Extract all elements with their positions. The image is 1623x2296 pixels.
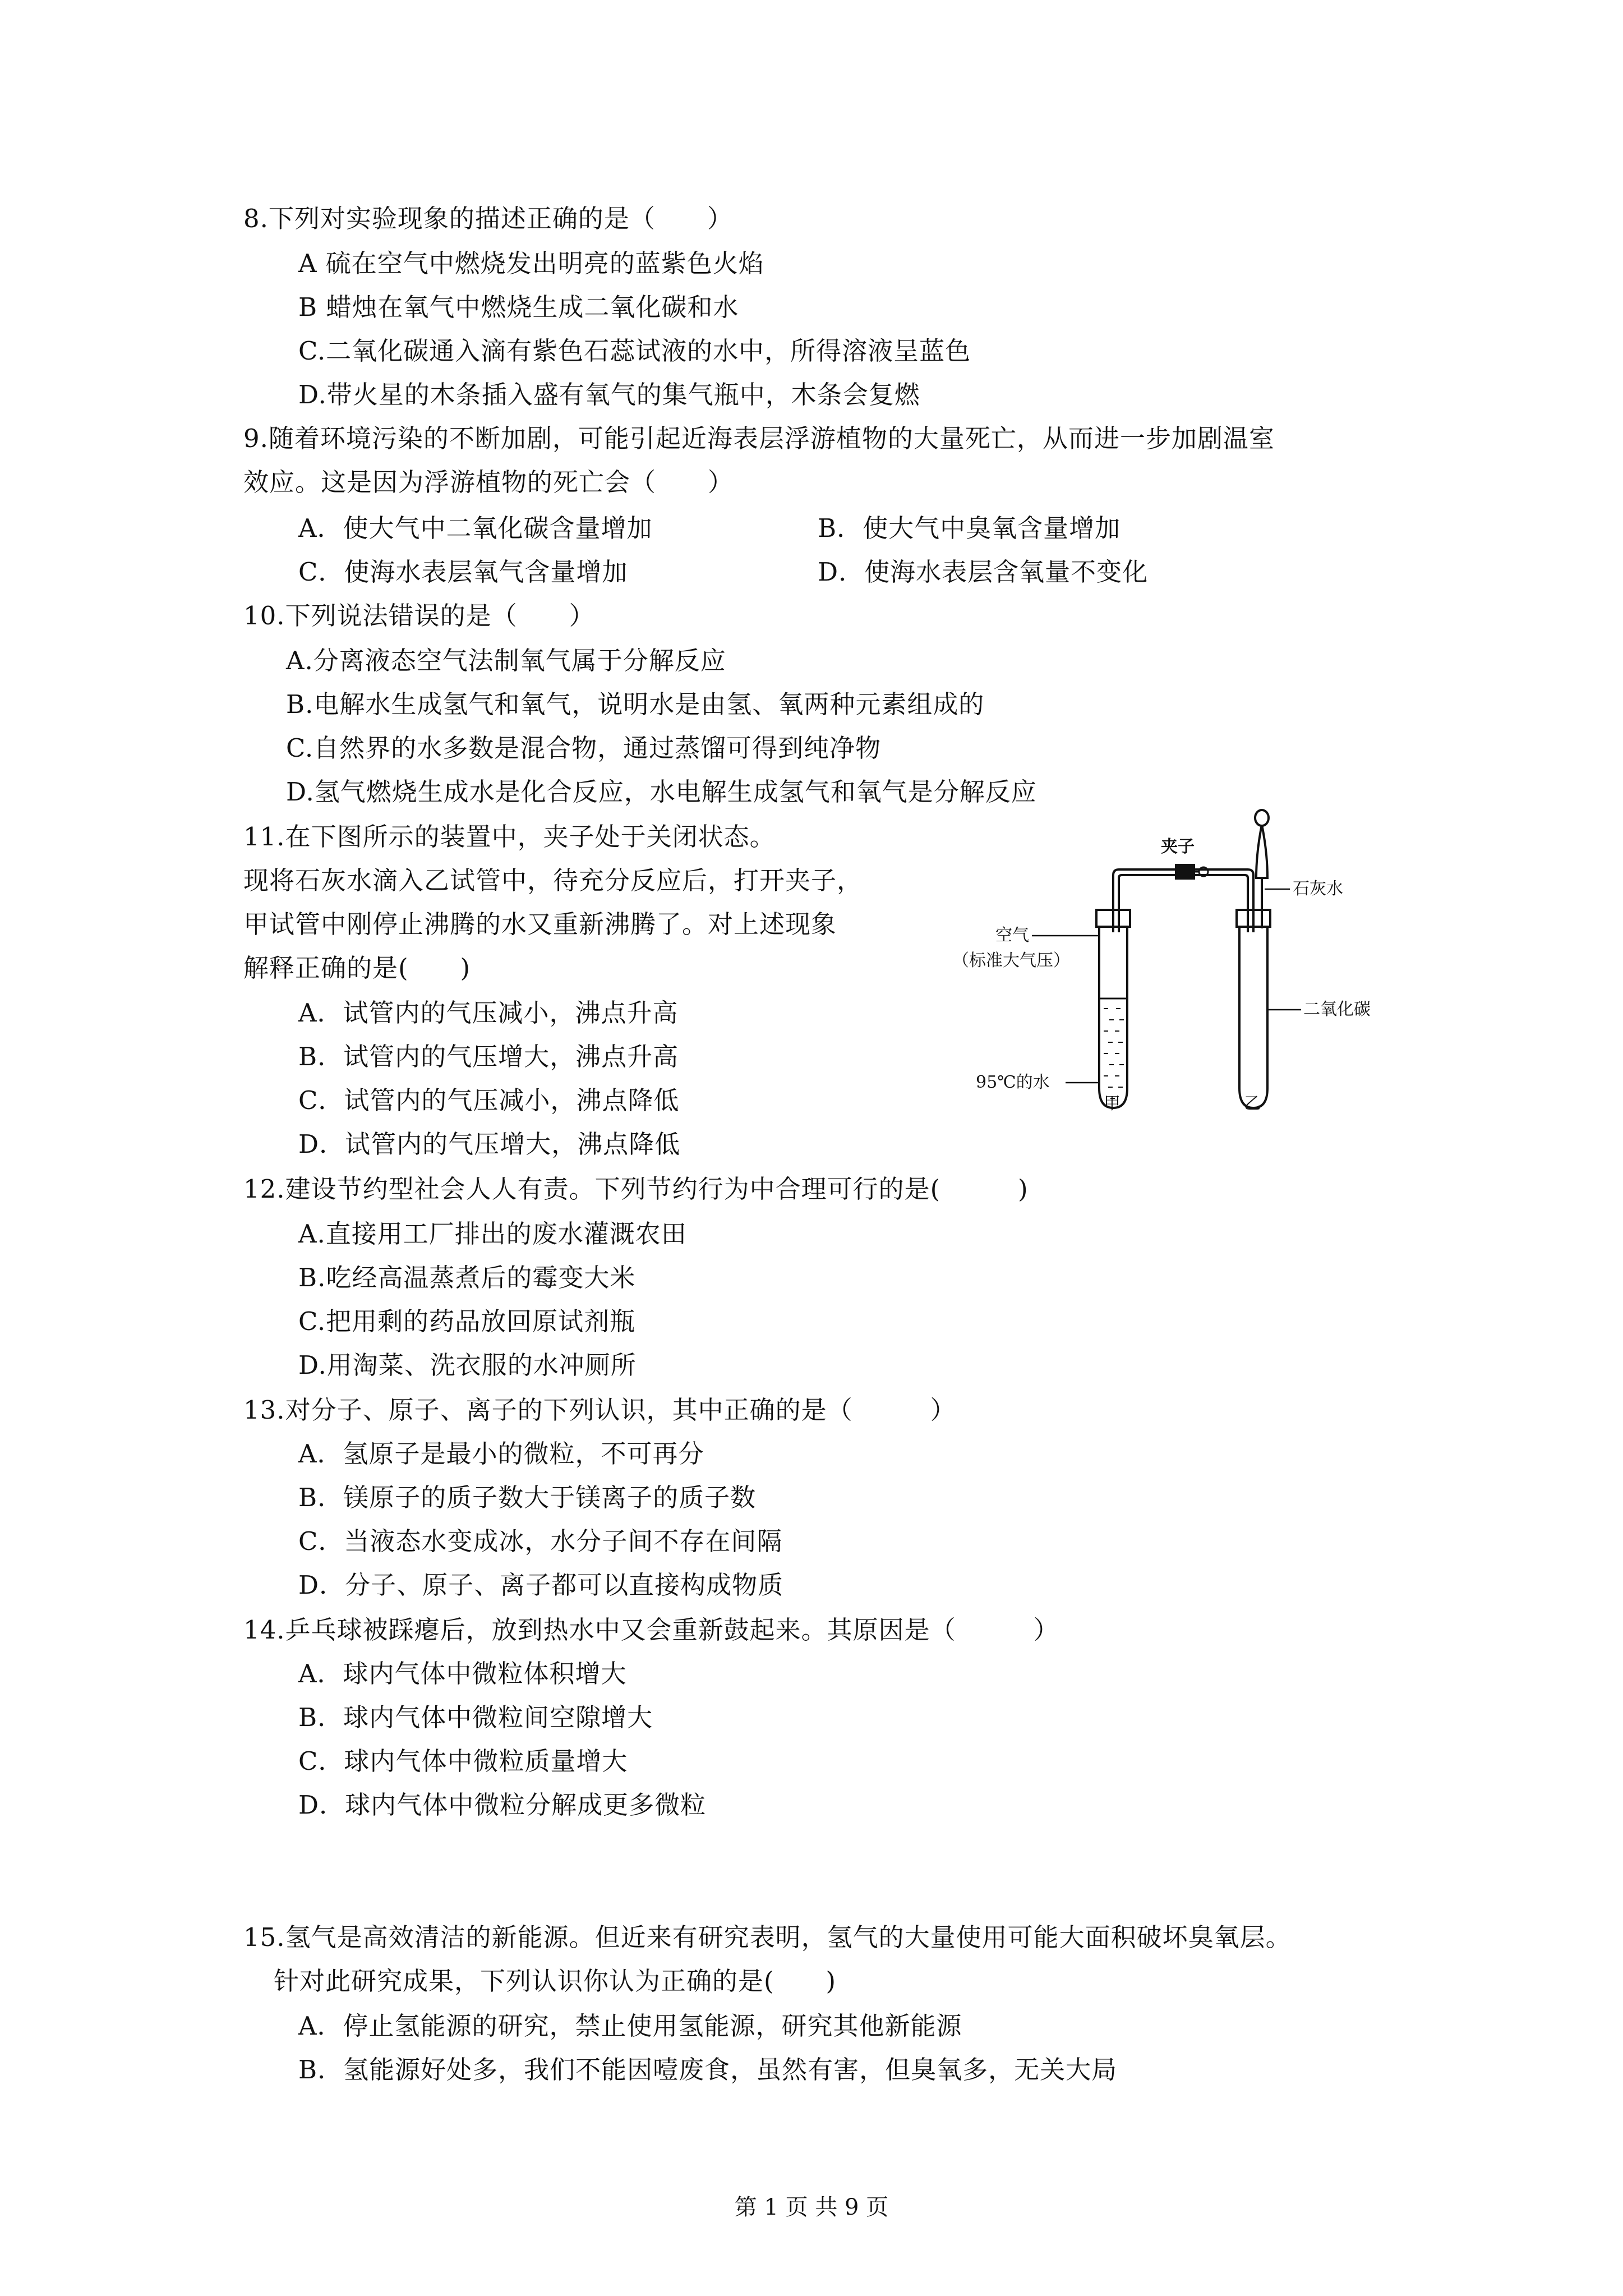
q11-option-b: B．试管内的气压增大，沸点升高	[298, 1042, 679, 1071]
q8-option-d: D.带火星的木条插入盛有氧气的集气瓶中，木条会复燃	[298, 380, 920, 409]
q12-stem: 12.建设节约型社会人人有责。下列节约行为中合理可行的是( )	[243, 1174, 1029, 1204]
q13-option-d: D．分子、原子、离子都可以直接构成物质	[298, 1570, 784, 1600]
q8-option-b: B 蜡烛在氧气中燃烧生成二氧化碳和水	[298, 292, 739, 322]
label-limewater: 石灰水	[1293, 879, 1343, 899]
label-water: 95℃的水	[976, 1073, 1050, 1092]
dropper-tip	[1255, 810, 1269, 826]
q14-option-c: C．球内气体中微粒质量增大	[298, 1746, 628, 1776]
q15-stem-line2: 针对此研究成果，下列认识你认为正确的是( )	[274, 1966, 837, 1996]
q10-option-b: B.电解水生成氢气和氧气，说明水是由氢、氧两种元素组成的	[286, 689, 985, 719]
label-air: 空气	[995, 926, 1029, 945]
q11-stem-line4: 解释正确的是( )	[243, 953, 471, 983]
q15-option-a: A．停止氢能源的研究，禁止使用氢能源，研究其他新能源	[298, 2011, 962, 2041]
q8-option-c: C.二氧化碳通入滴有紫色石蕊试液的水中，所得溶液呈蓝色	[298, 336, 971, 366]
q12-option-c: C.把用剩的药品放回原试剂瓶	[298, 1306, 636, 1336]
label-air-note: （标准大气压）	[952, 951, 1070, 970]
q9-stem-line1: 9.随着环境污染的不断加剧，可能引起近海表层浮游植物的大量死亡，从而进一步加剧温室	[243, 424, 1275, 453]
q10-option-d: D.氢气燃烧生成水是化合反应，水电解生成氢气和氧气是分解反应	[286, 777, 1037, 807]
q11-option-c: C．试管内的气压减小，沸点降低	[298, 1085, 680, 1115]
q10-stem: 10.下列说法错误的是（ ）	[243, 601, 595, 631]
q10-option-a: A.分离液态空气法制氧气属于分解反应	[286, 646, 726, 675]
q11-stem-line1: 11.在下图所示的装置中，夹子处于关闭状态。	[243, 822, 776, 852]
q8-stem: 8.下列对实验现象的描述正确的是（ ）	[243, 204, 733, 233]
q9-option-a: A．使大气中二氧化碳含量增加	[298, 513, 653, 543]
test-tube-jia	[1099, 927, 1127, 1108]
q13-option-a: A．氢原子是最小的微粒，不可再分	[298, 1439, 704, 1469]
q9-option-b: B．使大气中臭氧含量增加	[818, 513, 1121, 543]
q11-stem-line2: 现将石灰水滴入乙试管中，待充分反应后，打开夹子，	[243, 866, 863, 895]
page-footer: 第 1 页 共 9 页	[734, 2194, 889, 2220]
q9-option-d: D．使海水表层含氧量不变化	[818, 557, 1149, 587]
q12-option-a: A.直接用工厂排出的废水灌溉农田	[298, 1219, 687, 1249]
q15-stem-line1: 15.氢气是高效清洁的新能源。但近来有研究表明，氢气的大量使用可能大面积破坏臭氧层。	[243, 1922, 1292, 1952]
q9-stem-line2: 效应。这是因为浮游植物的死亡会（ ）	[243, 467, 734, 497]
dropper-bulb	[1256, 825, 1267, 878]
water-level-jia	[1100, 999, 1126, 1098]
q14-option-d: D．球内气体中微粒分解成更多微粒	[298, 1790, 707, 1820]
q11-option-a: A．试管内的气压减小，沸点升高	[298, 998, 679, 1028]
q11-apparatus-figure	[897, 785, 1402, 1116]
q13-option-c: C．当液态水变成冰，水分子间不存在间隔	[298, 1526, 783, 1556]
q12-option-d: D.用淘菜、洗衣服的水冲厕所	[298, 1350, 637, 1380]
q8-option-a: A 硫在空气中燃烧发出明亮的蓝紫色火焰	[298, 249, 764, 278]
q13-stem: 13.对分子、原子、离子的下列认识，其中正确的是（ ）	[243, 1395, 956, 1425]
q10-option-c: C.自然界的水多数是混合物，通过蒸馏可得到纯净物	[286, 733, 882, 763]
test-tube-yi	[1239, 927, 1267, 1108]
q14-option-a: A．球内气体中微粒体积增大	[298, 1659, 627, 1688]
q9-option-c: C．使海水表层氧气含量增加	[298, 557, 628, 587]
q15-option-b: B．氢能源好处多，我们不能因噎废食，虽然有害，但臭氧多，无关大局	[298, 2055, 1118, 2085]
clamp-icon	[1175, 864, 1208, 880]
label-clamp: 夹子	[1161, 837, 1195, 857]
q13-option-b: B．镁原子的质子数大于镁离子的质子数	[298, 1483, 757, 1512]
q12-option-b: B.吃经高温蒸煮后的霉变大米	[298, 1263, 636, 1292]
q11-stem-line3: 甲试管中刚停止沸腾的水又重新沸腾了。对上述现象	[243, 909, 837, 939]
q11-option-d: D．试管内的气压增大，沸点降低	[298, 1129, 681, 1159]
q14-stem: 14.乒乓球被踩瘪后，放到热水中又会重新鼓起来。其原因是（ ）	[243, 1615, 1059, 1645]
q14-option-b: B．球内气体中微粒间空隙增大	[298, 1703, 653, 1732]
label-tube-jia: 甲	[1104, 1094, 1121, 1114]
label-co2: 二氧化碳	[1303, 1000, 1371, 1019]
label-tube-yi: 乙	[1244, 1094, 1261, 1114]
